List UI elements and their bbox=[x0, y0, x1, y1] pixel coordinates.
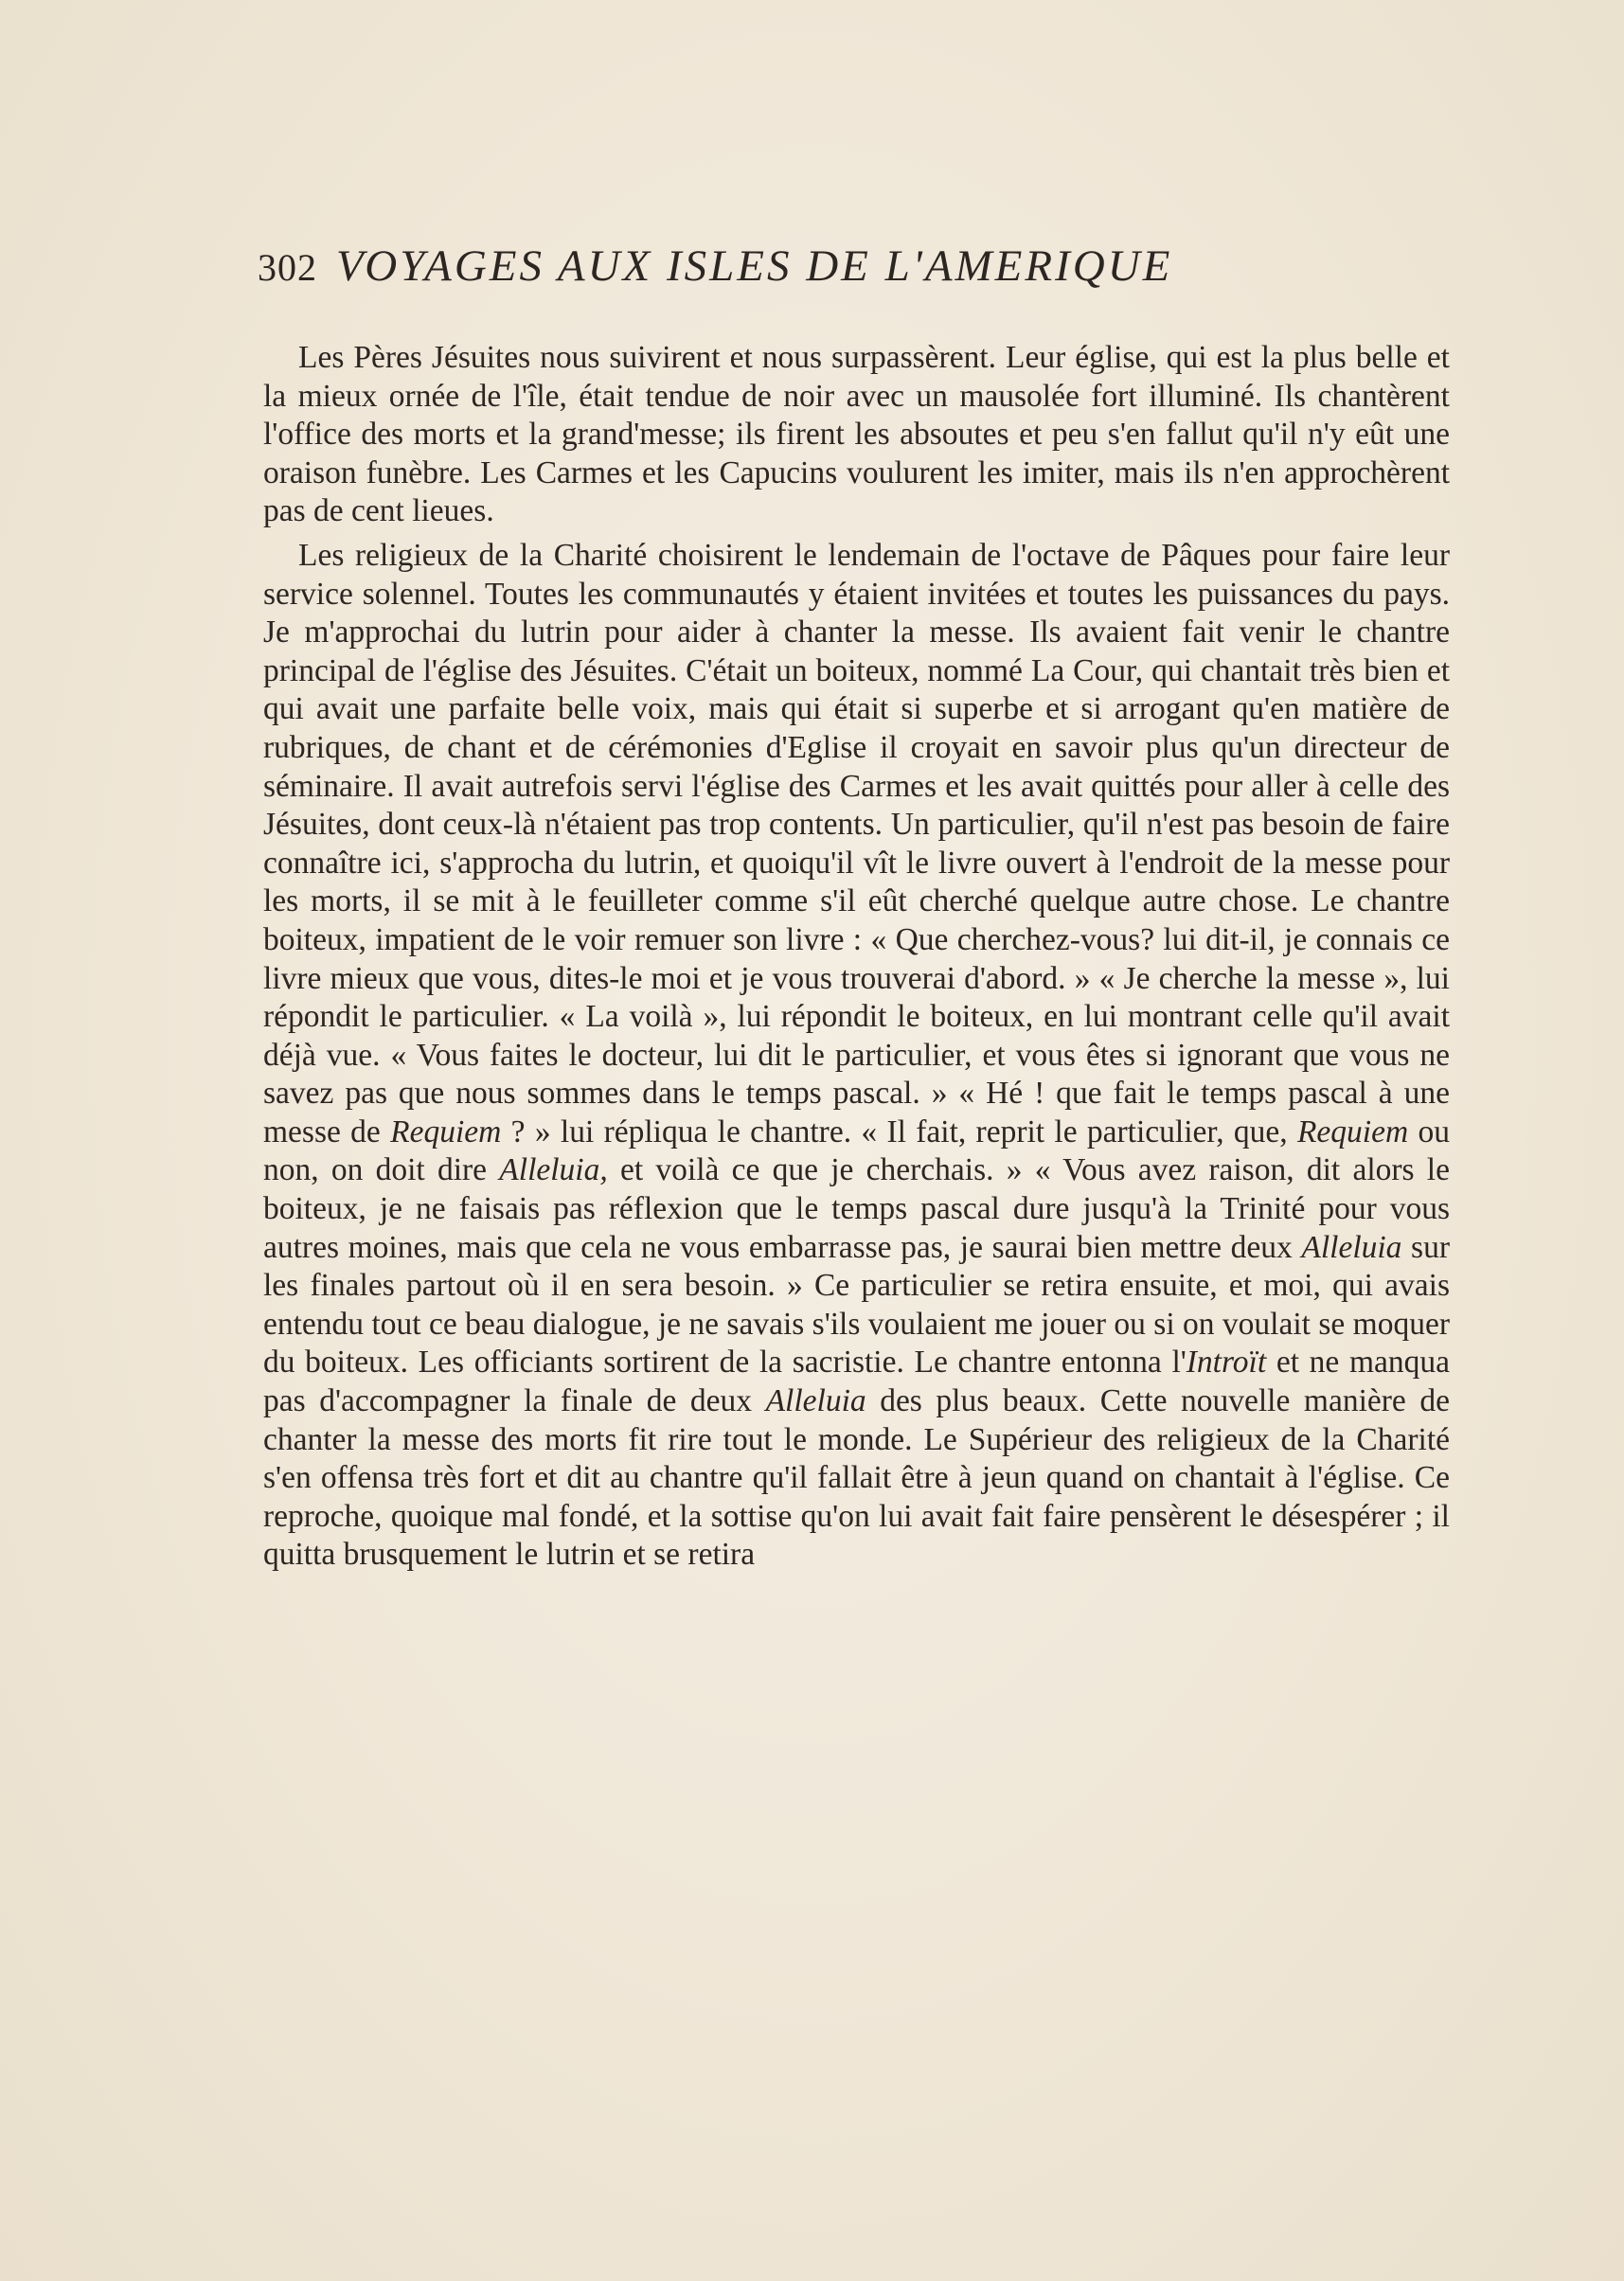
italic-text: Introït bbox=[1186, 1345, 1267, 1381]
running-title: VOYAGES AUX ISLES DE L'AMERIQUE bbox=[336, 241, 1173, 291]
page-header bbox=[258, 241, 1479, 307]
text-run: Les religieux de la Charité choisirent le lendemain de l'octave de Pâques pour faire leur service solennel. Toutes les communautés y étaient invitées et toutes les puissances du pays. Je m'approchai du lutrin pour aider à chanter la messe. Ils avaient fait venir le chantre principal de l'église des Jésuites. C'était un boiteux, nommé La Cour, qui chantait très bien et qui avait une parfaite belle voix, mais qui était si superbe et si arrogant qu'en matière de rubriques, de chant et de cérémonies d'Eglise il croyait en savoir plus qu'un directeur de séminaire. Il avait autrefois servi l'église des Carmes et les avait quittés pour aller à celle des Jésuites, dont ceux-là n'étaient pas trop contents. Un particulier, qu'il n'est pas besoin de faire connaître ici, s'approcha du lutrin, et quoiqu'il vît le livre ouvert à l'endroit de la messe pour les morts, il se mit à le feuilleter comme s'il eût cherché quelque autre chose. Le chantre boiteux, impatient de le voir remuer son livre : « Que cherchez-vous? lui dit-il, je connais ce livre mieux que vous, dites-le moi et je vous trouverai d'abord. » « Je cherche la messe », lui répondit le particulier. « La voilà », lui répondit le boiteux, en lui montrant celle qu'il avait déjà vue. « Vous faites le docteur, lui dit le particulier, et vous êtes si ignorant que vous ne savez pas que nous sommes dans le temps pascal. » « Hé ! que fait le temps pascal à une messe de bbox=[263, 537, 1450, 1149]
text-run: Les Pères Jésuites nous suivirent et nous surpassèrent. Leur église, qui est la plus belle et la mieux ornée de l'île, était tendue de noir avec un mausolée fort illuminé. Ils chantèrent l'office des morts et la grand'messe; ils firent les absoutes et peu s'en fallut qu'il n'y eût une oraison funèbre. Les Carmes et les Capucins voulurent les imiter, mais ils n'en approchèrent pas de cent lieues. bbox=[263, 340, 1450, 529]
text-run: et ne manqua pas d'accompagner la finale de deux bbox=[263, 1345, 1450, 1419]
text-run: ? » lui répliqua le chantre. « Il fait, reprit le particulier, que, bbox=[501, 1114, 1297, 1149]
text-run: des plus beaux. Cette nouvelle manière de chanter la messe des morts fit rire tout le monde. Le Supérieur des religieux de la Charité s'en offensa très fort et dit au chantre qu'il fallait être à jeun quand on chantait à l'église. Ce reproche, quoique mal fondé, et la sottise qu'on lui avait fait faire pensèrent le désespérer ; il quitta brusquement le lutrin et se retira bbox=[263, 1383, 1450, 1573]
text-run: et voilà ce que je cherchais. » « Vous avez raison, dit alors le boiteux, je ne faisais pas réflexion que le temps pascal dure jusqu'à la Trinité pour vous autres moines, mais que cela ne vous embarrasse pas, je saurai bien mettre deux bbox=[263, 1152, 1450, 1265]
italic-text: Requiem bbox=[390, 1114, 502, 1149]
paragraph bbox=[263, 339, 1450, 531]
text-run: sur les finales partout où il en sera besoin. » Ce particulier se retira ensuite, et moi, qui avais entendu tout ce beau dialogue, je ne savais s'ils voulaient me jouer ou si on voulait se moquer du boiteux. Les officiants sortirent de la sacristie. Le chantre entonna l' bbox=[263, 1229, 1450, 1381]
body-text bbox=[263, 339, 1450, 1575]
italic-text: Alleluia bbox=[1301, 1229, 1402, 1265]
text-run: ou non, on doit dire bbox=[263, 1114, 1450, 1188]
italic-text: Requiem bbox=[1296, 1114, 1409, 1149]
page-number: 302 bbox=[258, 246, 317, 289]
italic-text: Alleluia bbox=[765, 1383, 866, 1419]
paragraph bbox=[263, 537, 1450, 1575]
italic-text: Alleluia, bbox=[499, 1152, 608, 1188]
